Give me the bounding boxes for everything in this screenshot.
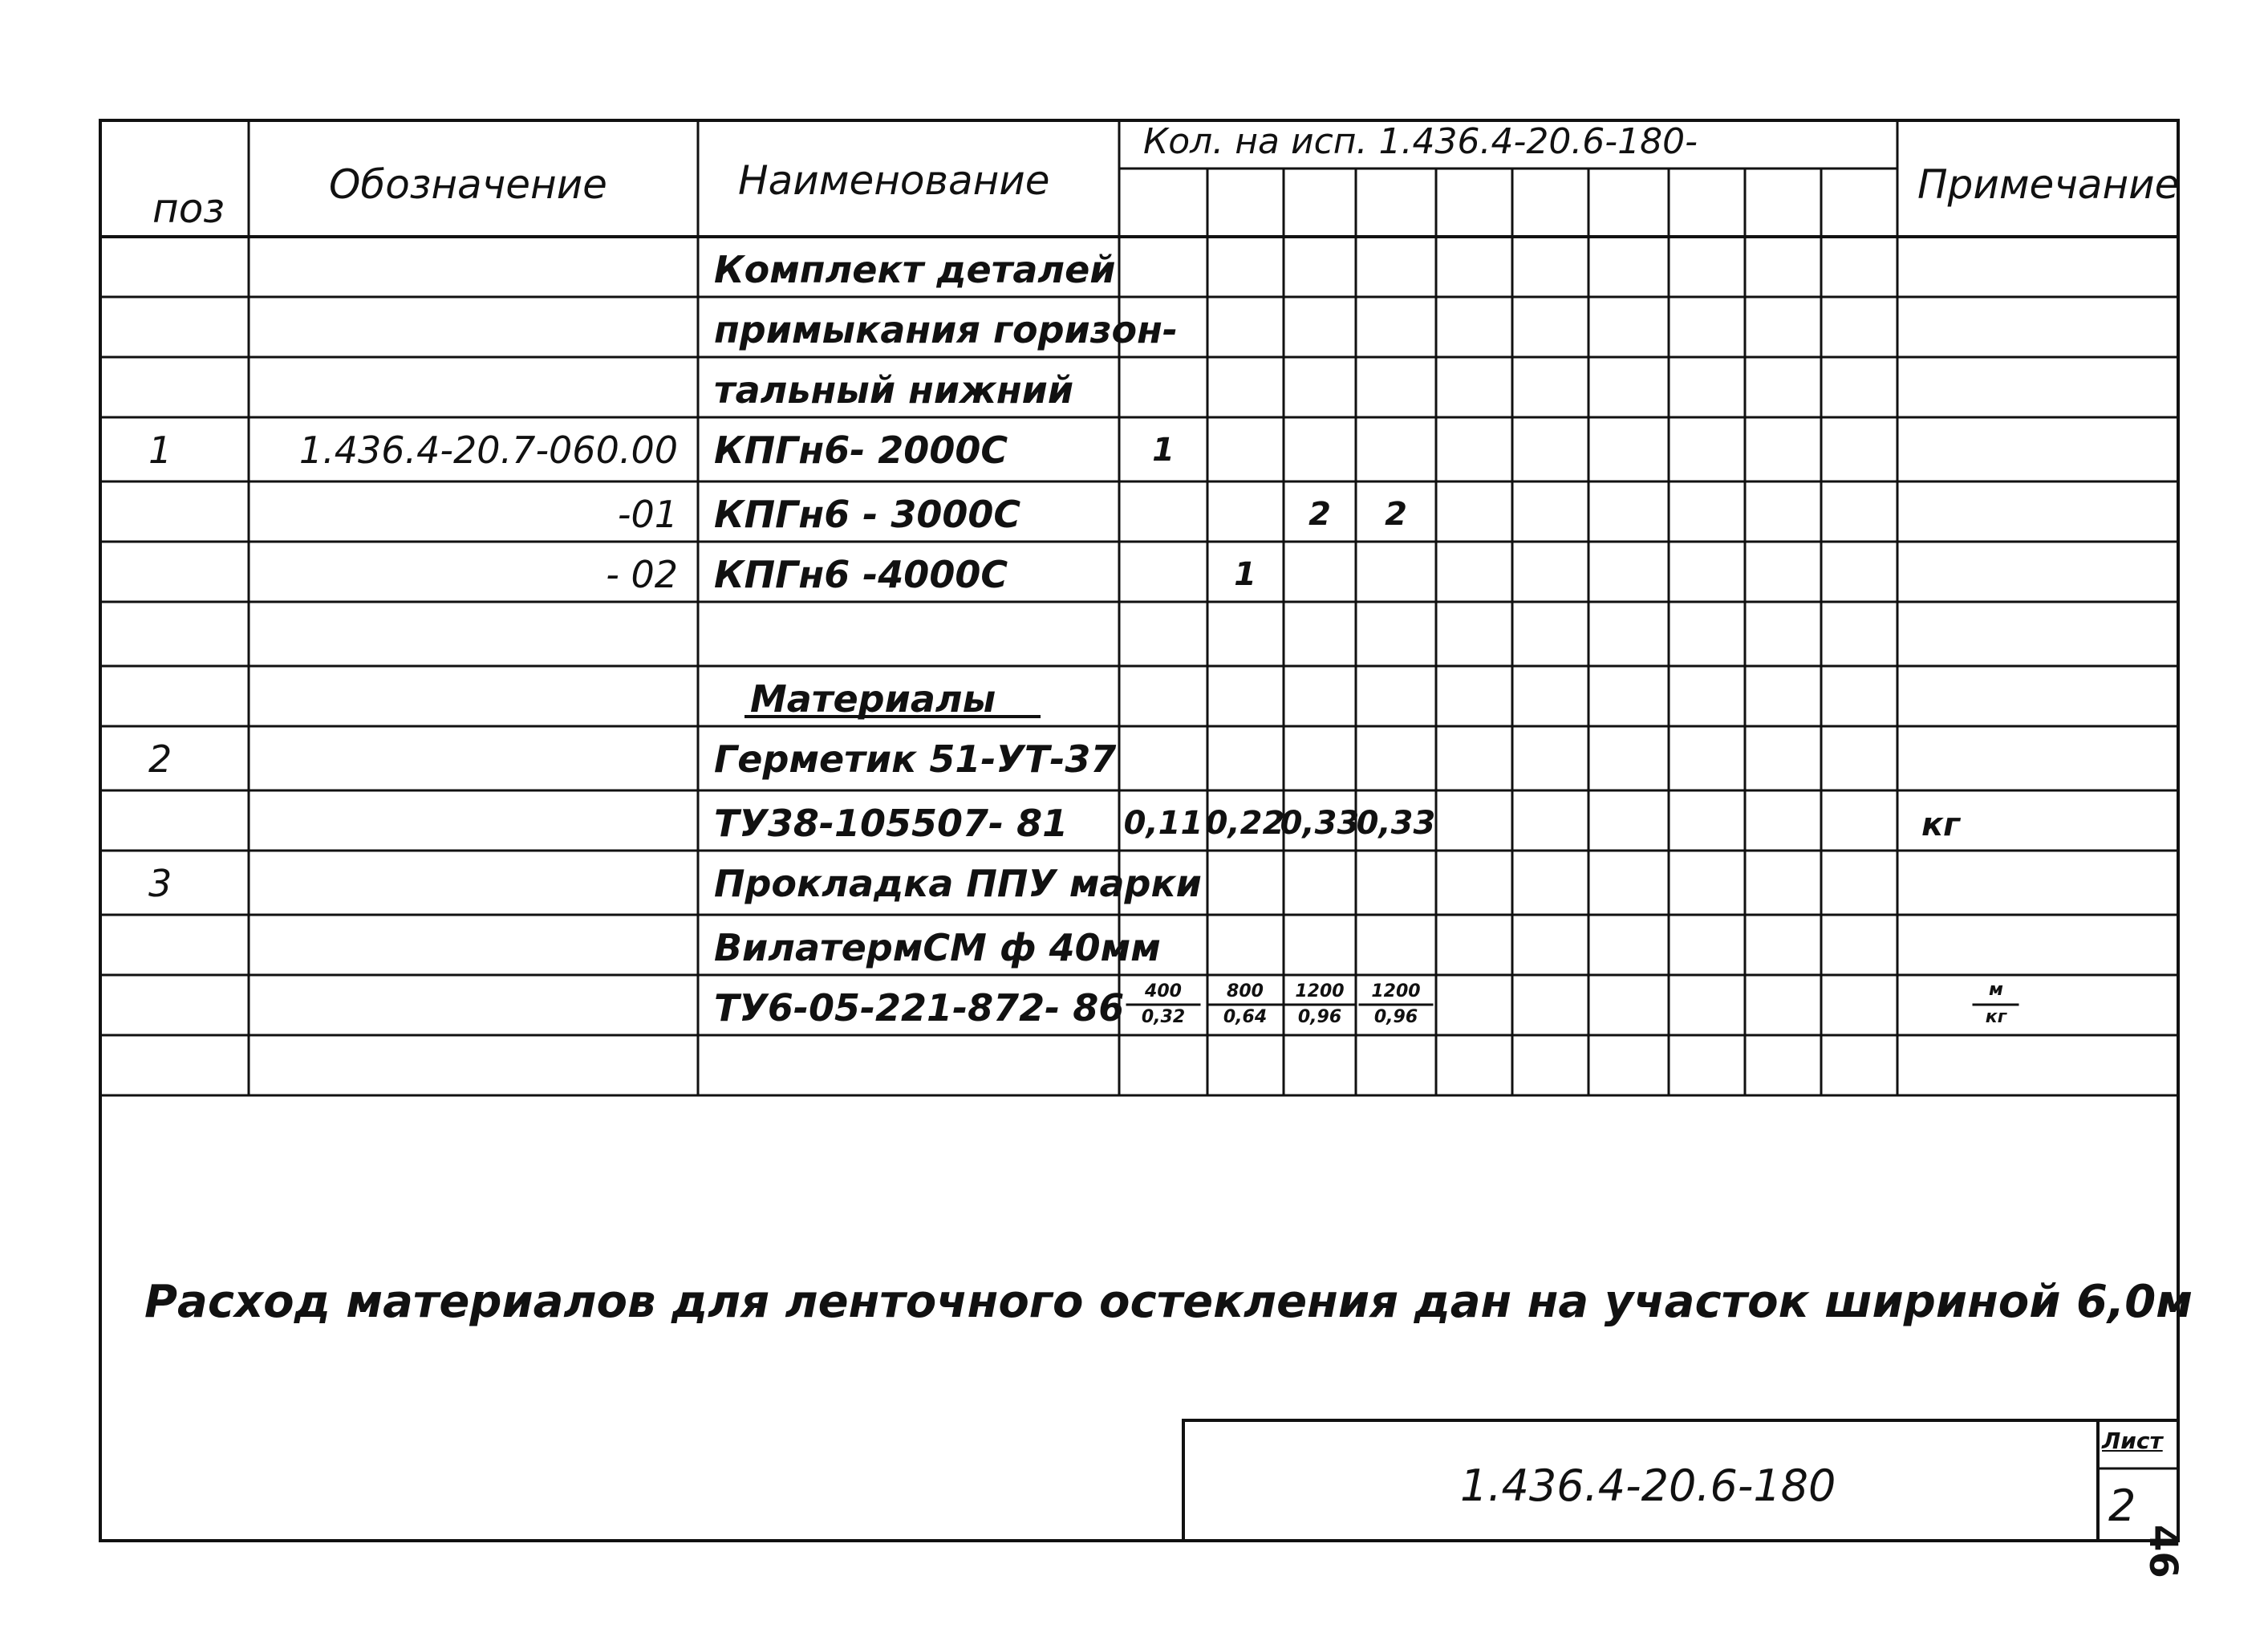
title-block-doc-number: 1.436.4-20.6-180 — [1460, 1460, 1836, 1511]
fraction-denominator: 0,96 — [1373, 1007, 1418, 1027]
page-number: 46 — [2140, 1525, 2185, 1578]
header-name: Наименование — [738, 157, 1050, 204]
row-name: Прокладка ППУ марки — [714, 862, 1202, 905]
row-name: ВилатермСМ ф 40мм — [714, 926, 1161, 969]
quantity-cell: 0,22 — [1205, 805, 1285, 842]
note-fraction-denominator: кг — [1985, 1007, 2007, 1027]
row-name: КПГн6- 2000С — [714, 429, 1008, 472]
quantity-cell: 0,33 — [1356, 805, 1436, 842]
row-position: 2 — [148, 737, 172, 781]
row-designation: -01 — [617, 493, 678, 536]
row-designation: 1.436.4-20.7-060.00 — [298, 429, 678, 472]
note-fraction-numerator: м — [1989, 980, 2003, 1000]
quantity-cell: 1 — [1234, 556, 1256, 593]
row-designation: - 02 — [606, 553, 678, 596]
quantity-cell: 0,33 — [1280, 805, 1360, 842]
header-notes: Примечание — [1917, 161, 2180, 208]
row-name: ТУ38-105507- 81 — [714, 802, 1069, 845]
footnote: Расход материалов для ленточного остекления дан на участок шириной 6,0м — [144, 1276, 2193, 1328]
header-designation: Обозначение — [329, 161, 607, 208]
title-block-sheet-number: 2 — [2108, 1481, 2136, 1531]
fraction-denominator: 0,96 — [1297, 1007, 1342, 1027]
row-position: 3 — [148, 862, 172, 905]
row-name: КПГн6 - 3000С — [714, 493, 1021, 536]
fraction-denominator: 0,64 — [1223, 1007, 1268, 1027]
row-name: примыкания горизон- — [714, 308, 1178, 351]
row-name: КПГн6 -4000С — [714, 553, 1008, 596]
quantity-cell: 1 — [1152, 432, 1175, 469]
fraction-denominator: 0,32 — [1141, 1007, 1186, 1027]
fraction-numerator: 800 — [1227, 981, 1264, 1001]
row-name: тальный нижний — [714, 368, 1074, 412]
fraction-numerator: 400 — [1145, 981, 1182, 1001]
row-name: ТУ6-05-221-872- 86 — [714, 986, 1125, 1030]
materials-heading: Материалы — [750, 677, 996, 721]
quantity-cell: 0,11 — [1123, 805, 1203, 842]
quantity-cell: 2 — [1308, 496, 1331, 533]
header-quantity: Кол. на исп. 1.436.4-20.6-180- — [1143, 121, 1698, 162]
fraction-numerator: 1200 — [1371, 981, 1421, 1001]
title-block-sheet-label: Лист — [2102, 1428, 2163, 1454]
row-name: Комплект деталей — [714, 248, 1116, 291]
row-note: кг — [1921, 806, 1961, 843]
quantity-cell: 2 — [1385, 496, 1407, 533]
header-pos: поз — [152, 185, 225, 232]
row-name: Герметик 51-УТ-37 — [714, 737, 1117, 781]
row-position: 1 — [148, 429, 172, 472]
fraction-numerator: 1200 — [1295, 981, 1345, 1001]
